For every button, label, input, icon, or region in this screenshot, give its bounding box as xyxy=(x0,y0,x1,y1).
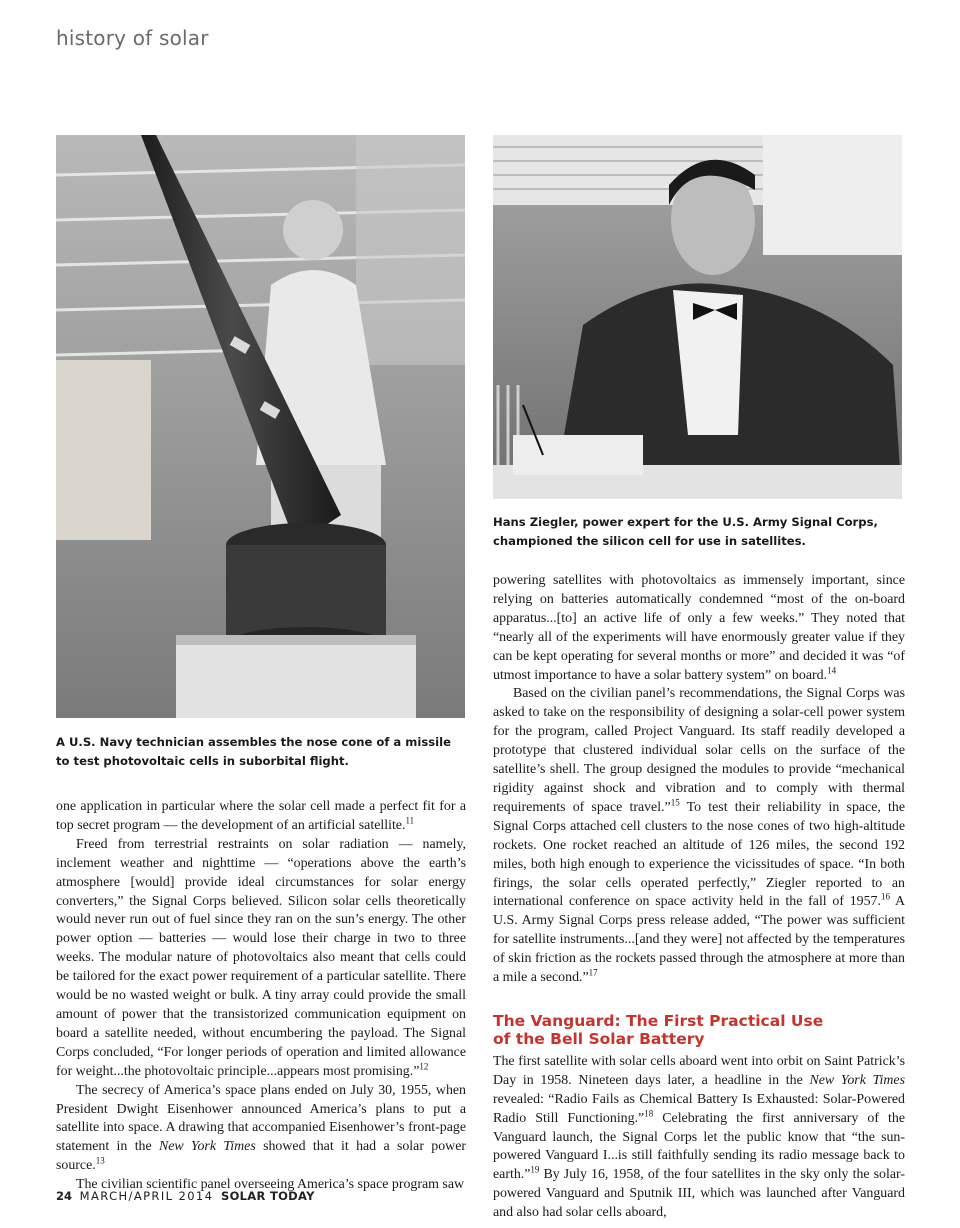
text: Based on the civilian panel’s recommendations, the Signal Corps was asked to take on the responsibility of designing a solar-cell power system for the program, called Project Vanguard. Its staff readily developed a prototype that clustered individual solar cells on the surface of the satellite’s shell. The group designed the modules to provide “mechanical rigidity against shock and vibration and to comply with thermal requirements of space travel.” xyxy=(493,686,905,815)
paragraph xyxy=(493,572,905,685)
missile-photo-graphic xyxy=(56,135,465,718)
paragraph xyxy=(493,1053,905,1223)
text: By July 16, 1958, of the four satellites in the sky only the solar-powered Vanguard and Sputnik III, which was launched after Vanguard and also had solar cells aboard, xyxy=(493,1167,905,1221)
footnote-ref: 15 xyxy=(670,797,680,808)
text: A U.S. Army Signal Corps press release added, “The power was sufficient for satellite instruments...[and they were] not affected by the temperatures of skin friction as the rockets passed through the atmosphere at more than a mile a second.” xyxy=(493,894,905,986)
magazine-name: SOLAR TODAY xyxy=(221,1189,315,1203)
caption-ziegler-photo: Hans Ziegler, power expert for the U.S. Army Signal Corps, championed the silicon cell for use in satellites. xyxy=(493,515,878,548)
photo-hans-ziegler xyxy=(493,135,902,499)
text: one application in particular where the solar cell made a perfect fit for a top secret program — the development of an artificial satellite. xyxy=(56,799,466,833)
text: The first satellite with solar cells aboard went into orbit on Saint Patrick’s Day in 1958. Nineteen days later, a headline in the xyxy=(493,1053,905,1088)
text: The civilian scientific panel overseeing America’s space program saw xyxy=(76,1177,465,1193)
footnote-ref: 18 xyxy=(644,1108,654,1119)
subheading-line: The Vanguard: The First Practical Use xyxy=(493,1011,824,1030)
paragraph xyxy=(56,836,466,1082)
footnote-ref: 14 xyxy=(827,664,837,675)
text: To test their reliability in space, the Signal Corps attached cell clusters to the nose cones of two high-altitude rockets. One rocket reached an altitude of 126 miles, the second 192 miles, both high enough to experience the vicissitudes of space. “In both firings, the solar cells operated perfectly,” Ziegler reported to an international conference on space activity held in the fall of 1957. xyxy=(493,799,905,910)
paragraph xyxy=(56,798,466,836)
footnote-ref: 11 xyxy=(405,815,415,826)
issue-date: MARCH/APRIL 2014 xyxy=(79,1189,214,1203)
page-number: 24 xyxy=(56,1189,73,1203)
text: revealed: “Radio Fails as Chemical Battery Is Exhausted: Solar-Powered Radio Still Functioning.” xyxy=(493,1091,905,1126)
text: Celebrating the first anniversary of the Vanguard launch, the Signal Corps let the public know that “the sun-powered Vanguard I...is still faithfully sending its radio message back to earth.” xyxy=(493,1110,905,1183)
footnote-ref: 12 xyxy=(419,1061,429,1072)
caption-missile-photo: A U.S. Navy technician assembles the nose cone of a missile to test photovoltaic cells in suborbital flight. xyxy=(56,735,451,768)
portrait-photo-graphic xyxy=(493,135,902,499)
right-text-column xyxy=(493,572,905,1223)
section-label: history of solar xyxy=(56,26,209,50)
text: The secrecy of America’s space plans ended on July 30, 1955, when President Dwight Eisenhower announced America’s plans to put a satellite into space. A drawing that accompanied Eisenhower’s front-page statement in the xyxy=(56,1082,466,1155)
footnote-ref: 13 xyxy=(95,1155,105,1166)
footnote-ref: 19 xyxy=(530,1164,540,1175)
subheading xyxy=(493,1012,905,1048)
paragraph xyxy=(493,685,905,988)
text: powering satellites with photovoltaics as immensely important, since relying on batteries automatically condemned “most of the on-board apparatus...[to] an active life of only a few weeks.” They noted that “nearly all of the experiments will have enormously greater value if they can be kept operating for several months or more” and decided it was “of utmost importance to have a solar battery system” on board. xyxy=(493,573,905,683)
subheading-line: of the Bell Solar Battery xyxy=(493,1029,705,1048)
newspaper-title: New York Times xyxy=(809,1072,906,1088)
newspaper-title: New York Times xyxy=(159,1139,256,1155)
footnote-ref: 16 xyxy=(880,891,890,902)
left-text-column xyxy=(56,798,466,1195)
text: Freed from terrestrial restraints on solar radiation — namely, inclement weather and nighttime — “operations above the earth’s atmosphere [would] provide ideal circumstances for solar energy converters,” the Signal Corps believed. Silicon solar cells theoretically would never run out of fuel since they ran on the sun’s energy. The other power option — batteries — would lose their charge in two to three weeks. The modular nature of photovoltaics also meant that cells could be tailored for the exact power requirement of a particular satellite. There would be no wasted weight or bulk. A tiny array could provide the small amount of power that the transistorized communication equipment on board a satellite needed, without encumbering the payload. The Signal Corps concluded, “For longer periods of operation and limited allowance for weight...the photovoltaic principle...appears most promising.” xyxy=(56,836,466,1079)
page-footer xyxy=(56,1189,315,1203)
footnote-ref: 17 xyxy=(588,967,598,978)
text: showed that it had a solar power source. xyxy=(56,1139,466,1174)
photo-missile-nose-cone xyxy=(56,135,465,718)
paragraph xyxy=(56,1082,466,1177)
